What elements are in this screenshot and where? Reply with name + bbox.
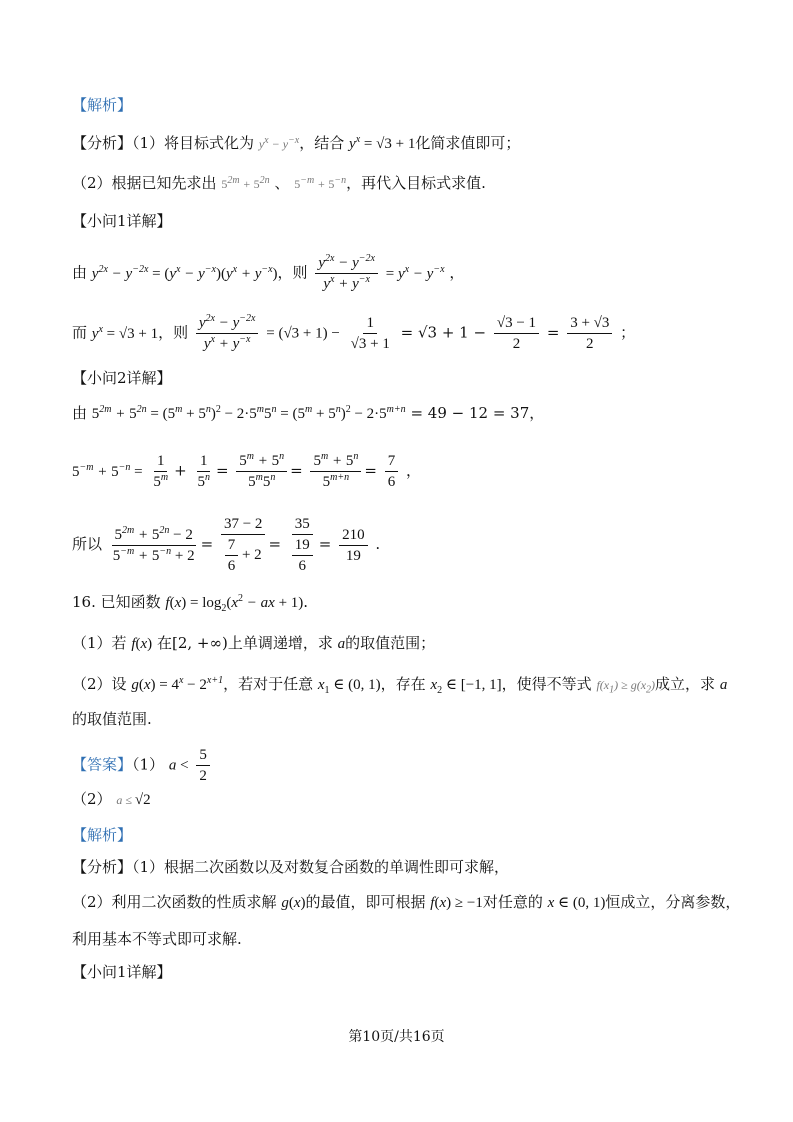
problem-text: 的取值范围. [72, 710, 152, 728]
math-expr: = √3 + 1 − [400, 323, 487, 342]
q2-conclusion: 所以 $\frac{5^{2m} + 5^{2n} - 2}{5^{-m} + 5^{-n} + 2}$ = 37 − 2 $\frac{7}{6}$ + 2 = $\frac{35}{\frac{19}{6}}$ = $\frac{210}{19}$ . [72, 516, 381, 574]
answer-line-2 [72, 788, 733, 811]
problem-text: 16. 已知函数 [72, 593, 161, 611]
problem-text: . [303, 593, 309, 611]
math-expr: $y^x = √3 + 1$ [349, 134, 416, 152]
fraction: $\frac{1}{5^n}$ [197, 453, 210, 490]
q2-text: 所以 [72, 535, 103, 553]
page-footer [0, 1026, 793, 1046]
fenxi-text: （2）利用二次函数的性质求解 [72, 893, 277, 911]
math-expr: $f(x_1) \ge g(x_2)$ [596, 678, 656, 696]
math-expr: [2, +∞) [171, 634, 228, 652]
problem-16-part2-cont [72, 708, 733, 730]
answer-line-1 [72, 746, 733, 785]
fraction: $\frac{y^{2x} - y^{-2x}}{y^x + y^{-x}}$ [196, 314, 259, 353]
fenxi-text: 的最值，即可根据 [305, 893, 426, 911]
math-expr: $5^{2m} + 5^{2n}$ [221, 175, 270, 191]
fenxi-text: （1）将目标式化为 [132, 134, 255, 152]
answer-text: （1） [132, 755, 165, 774]
fenxi2-line-3 [72, 928, 733, 950]
problem-text: （1）若 [72, 634, 127, 652]
fenxi-text: （1）根据二次函数以及对数复合函数的单调性即可求解， [132, 858, 510, 876]
math-expr: = $y^x - y^{-x}$ [385, 263, 445, 282]
fraction: $\frac{3 + √3}{2}$ [567, 314, 612, 353]
page-number: 第10页/共16页 [348, 1029, 445, 1045]
q2-derivation-1 [72, 402, 733, 425]
problem-16-part2 [72, 673, 733, 696]
math-expr: f(x) ≥ −1 [430, 895, 483, 911]
math-expr: $g(x) = 4^x - 2^{x+1}$ [131, 675, 224, 693]
math-expr: $y^{2x} - y^{-2x} = (y^x - y^{-x})(y^x + y^{-x})$ [91, 263, 278, 282]
fenxi-tag: 【分析】 [72, 858, 133, 876]
fenxi-text: 恒成立，分离参数， [605, 893, 741, 911]
fraction: $\frac{5^m + 5^n}{5^m5^n}$ [236, 452, 287, 491]
fraction: $\frac{7}{6}$ [385, 452, 399, 491]
math-expr: $5^{-m} + 5^{-n}$ = [72, 461, 143, 480]
math-expr: $y^x = √3 + 1$ [91, 323, 159, 342]
problem-16-stem [72, 591, 733, 614]
answer-tag: 【答案】 [72, 755, 133, 774]
math-var: a [337, 636, 346, 652]
math-expr: $x_2$ ∈ [−1, 1] [430, 677, 502, 696]
math-var: a [719, 677, 728, 693]
problem-text: ，存在 [380, 675, 426, 693]
fenxi2-line-1 [72, 856, 733, 878]
q1-tag: 【小问1详解】 [72, 963, 172, 981]
fraction: $\frac{y^{2x} - y^{-2x}}{y^x + y^{-x}}$ [315, 254, 378, 293]
q2-derivation-2: $5^{-m} + 5^{-n}$ = $\frac{1}{5^m}$ + $\frac{1}{5^n}$ = $\frac{5^m + 5^n}{5^m5^n}$ = $\frac{5^m + 5^n}{5^{m+n}}$ = $\frac{7}{6}$ ， [72, 451, 421, 490]
math-expr: $5^{-m} + 5^{-n}$ [294, 175, 347, 191]
problem-text: 成立，求 [655, 675, 716, 693]
q1-derivation-2: 而 $y^x = √3 + 1$，则 $\frac{y^{2x} - y^{-2x}}{y^x + y^{-x}}$ = (√3 + 1) − $\frac{1}{√3 + 1}$ = √3 + 1 − $\frac{√3 - 1}{2}$ = $\frac{3 + √3}{2}$ ； [72, 313, 636, 352]
fraction: $\frac{210}{19}$ [339, 526, 368, 565]
q1-text: ，则 [277, 263, 308, 282]
math-expr: f(x) [131, 636, 153, 652]
math-expr: = [546, 323, 560, 342]
answer-text: （2） [72, 790, 112, 808]
math-expr: = (√3 + 1) − [266, 325, 340, 342]
q2-heading [72, 367, 733, 389]
fraction: $\frac{5^m + 5^n}{5^{m+n}}$ [310, 452, 361, 491]
analysis-heading-2 [72, 824, 733, 846]
fraction: $\frac{1}{√3 + 1}$ [350, 315, 390, 352]
q2-text: = 49 − 12 = 37， [410, 404, 545, 422]
q1-text: ，则 [158, 323, 189, 342]
fenxi-text: 对任意的 [482, 893, 543, 911]
problem-text: ，使得不等式 [501, 675, 592, 693]
fenxi2-line-2 [72, 891, 741, 914]
problem-text: 在 [156, 634, 172, 652]
analysis-tag: 【解析】 [72, 96, 133, 114]
math-expr: g(x) [281, 895, 306, 911]
math-expr: $x_1$ ∈ (0, 1) [317, 677, 381, 696]
fenxi-text: 利用基本不等式即可求解. [72, 930, 242, 948]
math-expr: a ≤ √2 [116, 792, 151, 808]
fenxi-text: （2）根据已知先求出 [72, 174, 217, 192]
problem-text: 的取值范围； [345, 634, 436, 652]
fenxi-tag: 【分析】 [72, 134, 133, 152]
problem-text: ，若对于任意 [223, 675, 314, 693]
q1-derivation-1: 由 $y^{2x} - y^{-2x} = (y^x - y^{-x})(y^x + y^{-x})$，则 $\frac{y^{2x} - y^{-2x}}{y^x + y^{-x}}$ = $y^x - y^{-x}$ ， [72, 253, 465, 292]
fenxi-text: ，结合 [299, 134, 345, 152]
math-expr: $f(x) = \log_2(x^2$ − ax + 1) [165, 593, 304, 614]
analysis-heading [72, 94, 733, 116]
problem-text: （2）设 [72, 675, 127, 693]
fraction: $\frac{5^{2m} + 5^{2n} - 2}{5^{-m} + 5^{-n} + 2}$ [112, 524, 195, 564]
fraction: $\frac{35}{\frac{19}{6}}$ [289, 515, 316, 575]
q1-text: 由 [72, 263, 88, 282]
q1-tag: 【小问1详解】 [72, 212, 172, 230]
math-expr: a < [168, 757, 189, 774]
fraction: $\frac{1}{5^m}$ [153, 453, 169, 490]
math-expr: x ∈ (0, 1) [547, 895, 606, 911]
problem-text: 上单调递增，求 [227, 634, 333, 652]
q1-heading [72, 210, 733, 232]
math-expr: $5^{2m} + 5^{2n} = (5^m + 5^n)^2 - 2\cdot 5^m5^n = (5^m + 5^n)^2 - 2\cdot 5^{m+n}$ [91, 404, 406, 422]
fraction: $\frac{√3 - 1}{2}$ [494, 314, 539, 353]
fraction: $\frac{5}{2}$ [196, 746, 210, 785]
fenxi-line-2 [72, 172, 733, 195]
fenxi-text: ，再代入目标式求值. [346, 174, 486, 192]
q1-text: 而 [72, 323, 88, 342]
math-expr: $y^x - y^{-x}$ [258, 135, 300, 151]
analysis-tag: 【解析】 [72, 826, 133, 844]
problem-16-part1 [72, 632, 733, 655]
fenxi-text: 、 [274, 174, 290, 192]
q2-text: 由 [72, 404, 88, 422]
fenxi-text: 化简求值即可； [415, 134, 521, 152]
q2-tag: 【小问2详解】 [72, 369, 172, 387]
q1-heading-2 [72, 961, 733, 983]
fraction: 37 − 2 $\frac{7}{6}$ + 2 [221, 515, 265, 575]
fenxi-line-1 [72, 132, 733, 155]
